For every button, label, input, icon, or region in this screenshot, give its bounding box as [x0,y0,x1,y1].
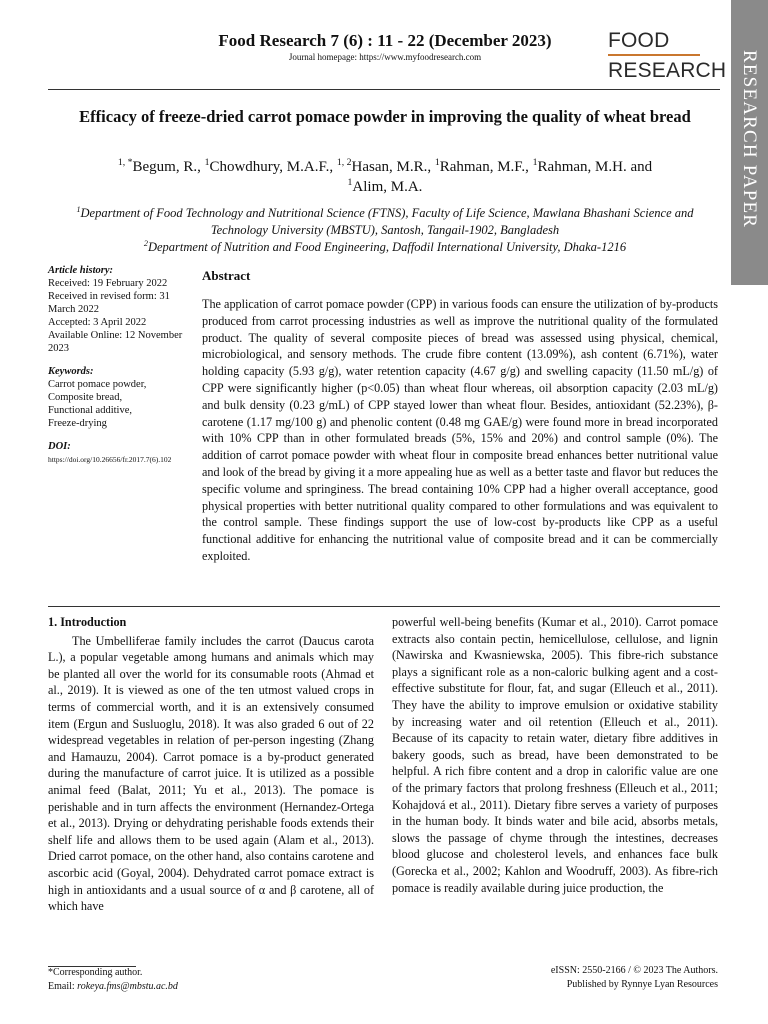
affiliation-2 [60,239,710,256]
intro-paragraph-continued: powerful well-being benefits (Kumar et al., 2010). Carrot pomace extracts also contain pectin, hemicellulose, cellulose, and lignin (Nawirska and Kwasniewska, 2005). This fibre-rich substance plays a significant role as a non-caloric bulking agent and a cost-effective substitute for flour, fat, and sugar (Elleuch et al., 2011). They have the ability to improve emulsion or oxidative stability by increasing water and oil retention (Elleuch et al., 2011). Because of its capacity to retain water, dietary fibre additives in bakery goods, such as bread, have been demonstrated to be helpful. A rich fibre content and a drop in calorific value are one of the primary factors that prolong freshness (Elleuch et al., 2011; Kohajdová et al., 2011). Dietary fibre serves a variety of purposes in the human body. It binds water and bile acid, absorbs metals, slows the passage of chyme through the intestines, decreases blood glucose and cholesterol levels, and enhances face bulk (Gorecka et al., 2002; Kahlon and Woodruff, 2003). As fibre-rich pomace is readily available during juice production, the [392,615,718,895]
section-divider [48,606,720,607]
affiliation-mark: 1 [76,204,81,214]
sidebar-label: RESEARCH PAPER [739,50,760,229]
paper-title: Efficacy of freeze-dried carrot pomace powder in improving the quality of wheat bread [79,107,691,126]
abstract-text: The application of carrot pomace powder (CPP) in various foods can ensure the utilization of by-products produced from carrot processing industries as well as improve the nutritional quality of the formulated product. The quality of several composite pieces of bread was assessed using physical, chemical, microbiological, and sensory methods. The crude fibre content (13.09%), ash content (6.71%), water holding capacity (5.93 g/g), water retention capacity (4.67 g/g) and swelling capacity (11.50 mL/g) of CPP were significantly higher (p<0.05) than wheat flour whereas, oil absorption capacity (2.03 mL/g) and bulk density (0.23 g/mL) of CPP stayed lower than wheat flour. Besides, antioxidant (52.23%), β-carotene (1.17 mg/100 g) and phenolic content (0.48 mg GAE/g) were found more in bread incorporated with 10% CPP than in other formulated breads (5%, 15% and 20%) and control sample (0%). The addition of carrot pomace powder with wheat flour in composite bread enhances better nutritional value and look of the bread by giving it a more appealing hue as well as a better taste and flavor but reduces the specific volume and springiness. The bread containing 10% CPP had a higher overall acceptance, good physical properties with better nutritional quality compared to other formulations and was equivalent to the control sample. These findings support the use of low-cost by-products like CPP as a useful functional additive for enhancing the nutritional value of composite bread and it can be commercially exploited. [202,297,718,563]
affiliation-text: Department of Food Technology and Nutritional Science (FTNS), Faculty of Life Science, Mawlana Bhashani Science and Technology University (MBSTU), Santosh, Tangail-1902, Bangladesh [80,206,694,237]
affiliation-1 [60,205,710,239]
author-name: Rahman, M.F., [439,159,533,175]
author-name: Begum, R., [132,159,205,175]
body-column-right [392,614,718,896]
author-affil-mark: 1, * [117,157,133,168]
article-history-heading: Article history: [48,265,114,276]
keyword-item: Functional additive, [48,405,132,416]
author-list [60,157,710,197]
keyword-item: Composite bread, [48,392,123,403]
body-column-left [48,614,374,915]
logo-rule [608,54,700,56]
corresponding-label: *Corresponding author. [48,967,143,978]
journal-logo [608,29,727,82]
doi-link[interactable]: https://doi.org/10.26656/fr.2017.7(6).102 [48,455,172,464]
journal-citation: Food Research 7 (6) : 11 - 22 (December 2023) [218,31,552,50]
corresponding-author-note [48,966,178,994]
affiliation-text: Department of Nutrition and Food Engineering, Daffodil International University, Dhaka-1216 [147,240,627,254]
doi [48,440,194,466]
history-line: Received: 19 February 2022 [48,278,168,289]
author-affil-mark: 1 [532,157,538,168]
article-history [48,264,194,355]
email-link[interactable]: rokeya.fms@mbstu.ac.bd [77,981,178,992]
author-name: Alim, M.A. [352,179,423,195]
abstract-heading: Abstract [202,268,251,283]
issn-copyright: eISSN: 2550-2166 / © 2023 The Authors. [550,965,718,976]
logo-word-research: RESEARCH [608,59,727,82]
journal-homepage[interactable]: Journal homepage: https://www.myfoodresearch.com [288,52,482,62]
intro-paragraph: The Umbelliferae family includes the carrot (Daucus carota L.), a popular vegetable among humans and animals which may be planted all over the world for its consumable roots (Ahmad et al., 2019). It is viewed as one of the ten utmost valued crops in terms of commercial worth, and it is an extensively consumed item (Ergun and Susluoglu, 2018). It was also graded 6 out of 22 widespread vegetables in relation of per-person ingesting (Zhang and Hamauzu, 2004). Carrot pomace is a by-product generated during the manufacture of carrot juice. It is utilized as a possible animal feed (Balat, 2011; Yu et al., 2013). The pomace is perishable and in turn affects the environment (Hernandez-Ortega et al., 2013). Drying or dehydrating perishable foods extends their shelf life and allows them to be used again (Alam et al., 2013). Dried carrot pomace, on the other hand, also contains carotene and ascorbic acid (Goyal, 2004). Dehydrated carrot pomace extract is high in antioxidants and a usual source of α and β carotene, all of which have [48,633,374,914]
email-line [48,980,178,994]
history-line: Accepted: 3 April 2022 [48,317,147,328]
keyword-item: Freeze-drying [48,418,107,429]
email-label: Email: [48,981,78,992]
article-meta [48,264,194,476]
history-line: Received in revised form: 31 March 2022 [48,291,170,315]
author-name: Rahman, M.H. and [537,159,653,175]
affiliation-mark: 2 [143,238,148,248]
publisher: Published by Rynnye Lyan Resources [566,979,718,990]
author-affil-mark: 1 [204,157,210,168]
logo-word-food: FOOD [608,29,670,52]
author-name: Chowdhury, M.A.F., [209,159,337,175]
keyword-item: Carrot pomace powder, [48,379,147,390]
author-affil-mark: 1 [434,157,440,168]
keywords-heading: Keywords: [48,366,94,377]
author-affil-mark: 1, 2 [336,157,352,168]
author-name: Hasan, M.R., [351,159,435,175]
keywords [48,365,194,430]
header-divider [48,89,720,90]
author-affil-mark: 1 [347,177,353,188]
introduction-heading: 1. Introduction [48,615,127,629]
publication-info [551,964,718,992]
doi-heading: DOI: [48,441,71,452]
history-line: Available Online: 12 November 2023 [48,330,183,354]
affiliations [60,205,710,256]
